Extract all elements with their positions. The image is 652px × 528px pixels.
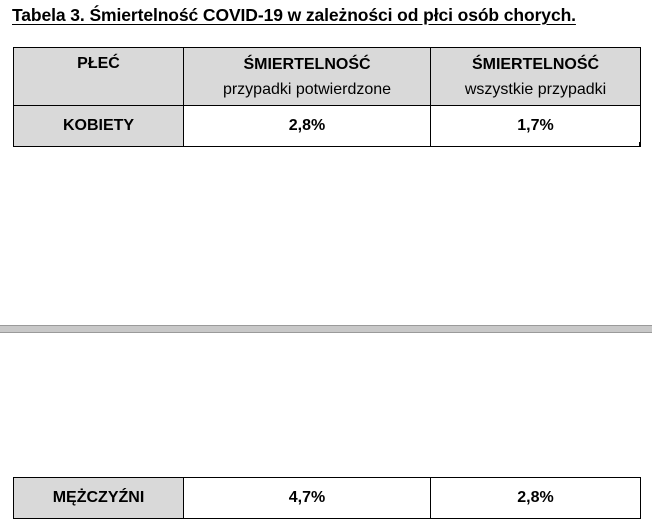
page-break-divider <box>0 325 652 333</box>
header-confirmed-subtitle: przypadki potwierdzone <box>222 80 392 98</box>
row-value-men-confirmed: 4,7% <box>184 478 431 519</box>
header-all-subtitle: wszystkie przypadki <box>464 80 607 98</box>
row-value-women-all: 1,7% <box>431 106 641 147</box>
table-border-stub <box>639 142 640 146</box>
mortality-table-top <box>13 47 641 147</box>
row-value-men-all: 2,8% <box>431 478 641 519</box>
table-border-stub <box>183 142 184 146</box>
header-all-title: ŚMIERTELNOŚĆ <box>471 55 600 73</box>
row-label-women: KOBIETY <box>14 106 184 147</box>
table-border-stub <box>13 142 14 146</box>
table-header-row <box>14 48 641 106</box>
mortality-table-bottom <box>13 477 641 519</box>
table-border-stub <box>430 142 431 146</box>
table-row <box>14 478 641 519</box>
header-confirmed-title: ŚMIERTELNOŚĆ <box>243 55 371 73</box>
table-title: Tabela 3. Śmiertelność COVID-19 w zależności od płci osób chorych. <box>12 5 576 25</box>
header-confirmed <box>184 48 431 106</box>
header-gender-label: PŁEĆ <box>77 55 120 72</box>
row-value-women-confirmed: 2,8% <box>184 106 431 147</box>
row-label-men: MĘŻCZYŹNI <box>14 478 184 519</box>
header-all <box>431 48 641 106</box>
header-gender <box>14 48 184 106</box>
table-row <box>14 106 641 147</box>
